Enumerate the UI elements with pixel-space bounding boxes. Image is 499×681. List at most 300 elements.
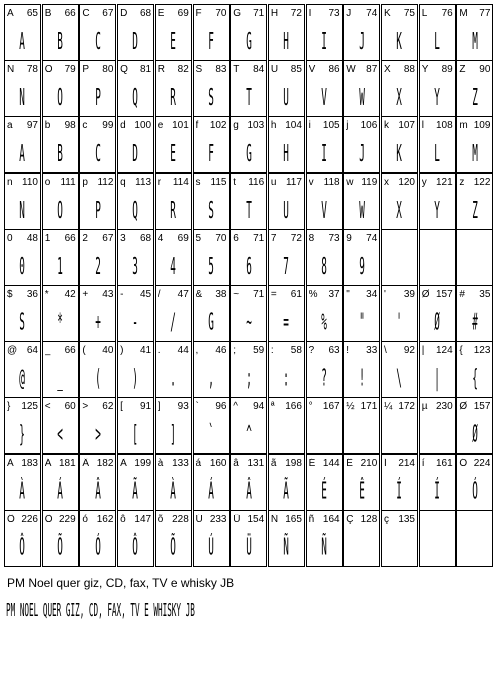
glyph-cell	[343, 116, 380, 173]
glyph-char: &	[195, 289, 203, 300]
glyph-code: 88	[403, 64, 415, 76]
glyph-cell	[117, 116, 154, 173]
glyph-cell	[42, 173, 79, 230]
glyph-preview-char: \	[396, 365, 403, 393]
glyph-label	[346, 177, 377, 189]
glyph-preview	[194, 194, 229, 228]
glyph-code: 214	[398, 457, 415, 469]
glyph-preview	[5, 306, 40, 340]
glyph-cell	[193, 397, 230, 454]
glyph-code: 86	[328, 64, 340, 76]
glyph-cell	[4, 397, 41, 454]
glyph-preview-char: A	[19, 140, 26, 168]
glyph-char: À	[7, 457, 14, 469]
glyph-char: t	[233, 176, 236, 188]
glyph-char: 5	[195, 232, 202, 244]
glyph-cell	[456, 454, 493, 511]
glyph-preview-char: 0	[19, 253, 26, 281]
glyph-preview-char: À	[170, 478, 177, 506]
glyph-char: R	[157, 64, 166, 76]
glyph-cell	[79, 285, 116, 342]
glyph-preview-char: F	[208, 28, 214, 56]
glyph-cell	[79, 454, 116, 511]
glyph-cell	[79, 229, 116, 286]
glyph-cell	[42, 397, 79, 454]
glyph-cell	[268, 510, 305, 567]
glyph-preview	[457, 362, 492, 396]
glyph-preview	[118, 531, 153, 565]
glyph-label	[384, 514, 415, 526]
glyph-label	[384, 177, 415, 189]
glyph-label	[233, 458, 264, 470]
glyph-preview	[269, 418, 304, 452]
glyph-char: |	[421, 345, 425, 357]
glyph-char: "	[346, 289, 350, 300]
glyph-code: 76	[441, 8, 453, 19]
glyph-cell	[230, 454, 267, 511]
glyph-code: 147	[134, 513, 152, 525]
glyph-label	[158, 177, 189, 189]
glyph-preview	[194, 531, 229, 565]
glyph-label	[233, 514, 264, 526]
glyph-preview	[344, 306, 379, 340]
glyph-char: í	[421, 457, 425, 469]
glyph-preview-char: J	[358, 28, 365, 56]
glyph-code: 69	[177, 232, 189, 244]
glyph-code: 61	[290, 289, 302, 300]
glyph-char: Q	[120, 64, 128, 76]
glyph-preview-char: V	[321, 197, 327, 225]
glyph-preview-char: U	[283, 197, 290, 225]
glyph-preview-char: Q	[132, 197, 139, 225]
glyph-label	[120, 177, 151, 189]
glyph-char: ô	[120, 513, 126, 525]
glyph-label	[384, 233, 415, 245]
glyph-char: Õ	[44, 513, 53, 525]
glyph-preview	[382, 475, 417, 509]
glyph-code: 77	[479, 8, 491, 19]
glyph-label	[158, 458, 189, 470]
glyph-preview-char: Ó	[95, 534, 101, 562]
glyph-code: 80	[102, 64, 114, 76]
glyph-char: Ø	[421, 289, 430, 300]
glyph-preview	[269, 475, 304, 509]
glyph-code: 72	[290, 8, 302, 19]
glyph-char: /	[157, 289, 161, 300]
glyph-cell	[4, 116, 41, 173]
glyph-char: `	[195, 401, 199, 413]
glyph-cell	[419, 397, 456, 454]
glyph-cell	[117, 397, 154, 454]
glyph-preview	[269, 137, 304, 171]
glyph-code: 41	[139, 345, 152, 357]
glyph-char: õ	[157, 513, 164, 525]
glyph-code: 111	[60, 176, 76, 188]
glyph-label	[459, 458, 490, 470]
glyph-preview-char: 2	[95, 253, 101, 281]
glyph-cell	[456, 116, 493, 173]
glyph-preview	[269, 25, 304, 59]
glyph-char: q	[120, 176, 126, 188]
glyph-preview-char: @	[19, 365, 26, 393]
glyph-label	[82, 233, 113, 245]
glyph-cell	[79, 397, 116, 454]
glyph-preview	[43, 418, 78, 452]
glyph-label	[7, 458, 38, 470]
glyph-preview-char: +	[95, 309, 101, 337]
glyph-cell	[381, 116, 418, 173]
glyph-preview	[420, 81, 455, 115]
glyph-code: 144	[322, 457, 340, 469]
glyph-char: 7	[270, 232, 277, 244]
glyph-preview-char: #	[472, 309, 478, 337]
glyph-preview	[194, 250, 229, 284]
glyph-label	[422, 177, 453, 189]
glyph-preview-char: L	[434, 140, 441, 168]
glyph-cell	[4, 454, 41, 511]
glyph-preview	[382, 250, 417, 284]
glyph-code: 85	[290, 64, 302, 76]
glyph-code: 167	[322, 401, 340, 413]
glyph-cell	[155, 173, 192, 230]
glyph-preview-char: -	[132, 309, 139, 337]
glyph-char: +	[82, 289, 89, 300]
glyph-preview-char: E	[170, 28, 177, 56]
glyph-preview	[118, 81, 153, 115]
glyph-char: %	[308, 289, 318, 300]
glyph-code: 45	[139, 289, 152, 300]
glyph-preview	[420, 25, 455, 59]
glyph-preview	[344, 81, 379, 115]
glyph-preview-char: %	[321, 309, 327, 337]
glyph-cell	[193, 341, 230, 398]
glyph-char: P	[82, 64, 90, 76]
glyph-preview	[382, 81, 417, 115]
glyph-cell	[419, 116, 456, 173]
glyph-char: )	[120, 345, 124, 357]
glyph-code: 107	[398, 120, 415, 132]
glyph-preview-char: O	[57, 197, 64, 225]
glyph-label	[233, 177, 264, 189]
glyph-label	[346, 514, 377, 526]
glyph-code: 104	[285, 120, 302, 132]
glyph-row	[4, 229, 494, 286]
glyph-cell	[268, 173, 305, 230]
glyph-preview	[194, 418, 229, 452]
glyph-cell	[343, 4, 380, 61]
glyph-preview-char: X	[396, 84, 403, 112]
glyph-char: I	[308, 8, 312, 19]
glyph-cell	[117, 4, 154, 61]
glyph-code: 66	[64, 8, 76, 19]
glyph-char: 6	[233, 232, 239, 244]
glyph-code: 43	[102, 289, 114, 300]
glyph-cell	[306, 229, 343, 286]
glyph-preview-char: ?	[321, 365, 327, 393]
glyph-code: 115	[210, 176, 227, 188]
glyph-cell	[193, 116, 230, 173]
glyph-code: 233	[209, 513, 227, 525]
glyph-preview	[194, 81, 229, 115]
glyph-preview-char: _	[57, 365, 64, 393]
glyph-code: 230	[436, 401, 453, 413]
glyph-preview	[194, 306, 229, 340]
glyph-preview	[80, 137, 115, 171]
glyph-cell	[230, 285, 267, 342]
glyph-cell	[381, 510, 418, 567]
glyph-code: 99	[102, 120, 114, 132]
glyph-cell	[193, 454, 230, 511]
glyph-char: D	[120, 8, 128, 19]
glyph-char: :	[270, 345, 274, 357]
glyph-preview	[118, 362, 153, 396]
glyph-row	[4, 116, 494, 173]
glyph-label	[271, 233, 302, 245]
glyph-cell	[42, 116, 79, 173]
glyph-preview	[344, 137, 379, 171]
glyph-code: 112	[97, 176, 114, 188]
glyph-label	[309, 233, 340, 245]
glyph-char: o	[44, 176, 51, 188]
glyph-cell	[306, 510, 343, 567]
glyph-code: 103	[247, 120, 265, 132]
glyph-code: 160	[209, 457, 227, 469]
glyph-label	[158, 233, 189, 245]
glyph-preview-char: G	[208, 309, 214, 337]
glyph-label	[422, 233, 453, 245]
glyph-cell	[306, 341, 343, 398]
glyph-cell	[268, 116, 305, 173]
glyph-preview-char: G	[245, 140, 252, 168]
glyph-code: 117	[285, 176, 302, 188]
glyph-char: 4	[157, 232, 164, 244]
glyph-cell	[381, 229, 418, 286]
glyph-cell	[193, 510, 230, 567]
glyph-char: °	[308, 401, 313, 413]
glyph-label	[459, 514, 490, 526]
glyph-preview-char: }	[19, 421, 26, 449]
glyph-preview	[307, 306, 342, 340]
glyph-cell	[230, 4, 267, 61]
glyph-code: 154	[247, 513, 265, 525]
glyph-cell	[42, 341, 79, 398]
glyph-row	[4, 173, 494, 230]
glyph-code: 38	[215, 289, 227, 300]
glyph-preview-char: T	[245, 84, 252, 112]
glyph-preview	[231, 306, 266, 340]
glyph-char: $	[7, 289, 13, 300]
glyph-char: h	[270, 120, 277, 132]
glyph-code: 113	[135, 176, 152, 188]
glyph-char: [	[120, 401, 123, 413]
glyph-char: w	[346, 176, 354, 188]
glyph-cell	[193, 285, 230, 342]
glyph-preview-char: Ü	[245, 534, 252, 562]
glyph-code: 73	[328, 232, 340, 244]
glyph-label	[45, 233, 76, 245]
glyph-preview-char: W	[358, 84, 365, 112]
glyph-code: 84	[253, 64, 265, 76]
glyph-preview	[156, 531, 191, 565]
glyph-preview	[269, 531, 304, 565]
glyph-cell	[4, 4, 41, 61]
glyph-preview	[156, 418, 191, 452]
glyph-preview-char: B	[57, 140, 64, 168]
glyph-char: ,	[195, 345, 199, 357]
glyph-preview	[457, 475, 492, 509]
glyph-cell	[456, 341, 493, 398]
glyph-char: m	[459, 120, 468, 132]
glyph-cell	[117, 454, 154, 511]
glyph-label	[7, 177, 38, 189]
glyph-code: 198	[285, 457, 302, 469]
glyph-preview	[194, 25, 229, 59]
glyph-preview	[5, 250, 40, 284]
glyph-cell	[381, 285, 418, 342]
glyph-preview	[457, 137, 492, 171]
glyph-cell	[268, 60, 305, 117]
glyph-preview-char: Õ	[170, 534, 177, 562]
glyph-preview	[231, 475, 266, 509]
glyph-char: '	[384, 289, 386, 300]
glyph-code: 97	[26, 120, 38, 132]
glyph-preview-char: Ø	[434, 309, 441, 337]
glyph-char: ã	[270, 457, 277, 469]
glyph-code: 36	[26, 289, 38, 300]
glyph-cell	[306, 173, 343, 230]
glyph-cell	[4, 60, 41, 117]
glyph-char: Ø	[459, 401, 468, 413]
glyph-preview	[231, 194, 266, 228]
glyph-char: 1	[44, 232, 51, 244]
glyph-char: G	[233, 8, 241, 19]
glyph-label	[384, 401, 415, 413]
glyph-preview-char: 1	[57, 253, 64, 281]
glyph-label	[45, 458, 76, 470]
glyph-char: á	[195, 457, 202, 469]
glyph-preview-char: .	[170, 365, 177, 393]
glyph-label	[7, 514, 38, 526]
glyph-label	[346, 233, 377, 245]
glyph-label	[120, 458, 151, 470]
glyph-cell	[230, 173, 267, 230]
glyph-preview	[307, 25, 342, 59]
glyph-preview	[344, 25, 379, 59]
glyph-code: 128	[360, 513, 378, 525]
glyph-char: U	[270, 64, 279, 76]
glyph-label	[459, 233, 490, 245]
glyph-preview	[457, 81, 492, 115]
glyph-preview-char: Â	[95, 478, 101, 506]
glyph-preview-char: Ã	[283, 478, 290, 506]
glyph-char: B	[44, 8, 52, 19]
glyph-cell	[42, 4, 79, 61]
glyph-preview	[43, 194, 78, 228]
glyph-preview-char: Z	[472, 84, 478, 112]
glyph-cell	[456, 510, 493, 567]
glyph-code: 35	[479, 289, 491, 300]
glyph-code: 157	[436, 289, 453, 300]
glyph-char: >	[82, 401, 89, 413]
glyph-preview-char: 6	[245, 253, 252, 281]
glyph-preview	[156, 81, 191, 115]
glyph-code: 67	[102, 232, 114, 244]
glyph-preview-char: P	[95, 197, 101, 225]
glyph-char: ç	[384, 513, 389, 525]
glyph-char: Ü	[233, 513, 241, 525]
glyph-cell	[343, 60, 380, 117]
glyph-char: Ç	[346, 513, 354, 525]
glyph-code: 110	[22, 176, 38, 188]
glyph-cell	[381, 173, 418, 230]
glyph-code: 135	[398, 513, 415, 525]
glyph-preview-char: 7	[283, 253, 290, 281]
glyph-preview	[420, 194, 455, 228]
glyph-cell	[268, 341, 305, 398]
glyph-char: J	[346, 8, 352, 19]
glyph-preview	[194, 137, 229, 171]
glyph-code: 116	[248, 176, 265, 188]
glyph-code: 68	[139, 8, 152, 19]
glyph-label	[45, 514, 76, 526]
glyph-char: u	[270, 176, 277, 188]
glyph-char: É	[308, 457, 316, 469]
glyph-code: 171	[360, 401, 378, 413]
glyph-char: ñ	[308, 513, 315, 525]
glyph-preview	[269, 194, 304, 228]
glyph-cell	[268, 229, 305, 286]
glyph-code: 82	[177, 64, 189, 76]
glyph-cell	[4, 173, 41, 230]
glyph-preview	[457, 194, 492, 228]
glyph-char: ¼	[384, 401, 393, 413]
glyph-cell	[456, 60, 493, 117]
glyph-preview-char: H	[283, 28, 290, 56]
glyph-preview-char: E	[170, 140, 177, 168]
glyph-char: \	[384, 345, 387, 357]
glyph-code: 65	[26, 8, 38, 19]
glyph-cell	[42, 229, 79, 286]
glyph-char: ^	[233, 401, 238, 413]
glyph-preview-char: O	[57, 84, 64, 112]
glyph-cell	[155, 510, 192, 567]
glyph-preview	[344, 362, 379, 396]
glyph-preview-char: M	[472, 140, 478, 168]
glyph-code: 183	[21, 457, 38, 469]
glyph-code: 81	[139, 64, 152, 76]
glyph-preview	[344, 194, 379, 228]
glyph-preview	[420, 475, 455, 509]
glyph-preview	[43, 25, 78, 59]
glyph-cell	[155, 4, 192, 61]
glyph-label	[158, 514, 189, 526]
glyph-cell	[343, 454, 380, 511]
glyph-preview	[156, 475, 191, 509]
glyph-code: 46	[215, 345, 227, 357]
glyph-label	[271, 514, 302, 526]
glyph-char: 0	[7, 232, 13, 244]
glyph-preview-char: '	[396, 309, 403, 337]
glyph-cell	[230, 397, 267, 454]
glyph-preview-char: Z	[472, 197, 478, 225]
glyph-cell	[456, 285, 493, 342]
glyph-char: *	[44, 289, 49, 300]
glyph-cell	[268, 454, 305, 511]
glyph-preview	[80, 362, 115, 396]
glyph-code: 70	[215, 232, 227, 244]
glyph-char: Ã	[120, 457, 127, 469]
glyph-preview-char: U	[283, 84, 290, 112]
